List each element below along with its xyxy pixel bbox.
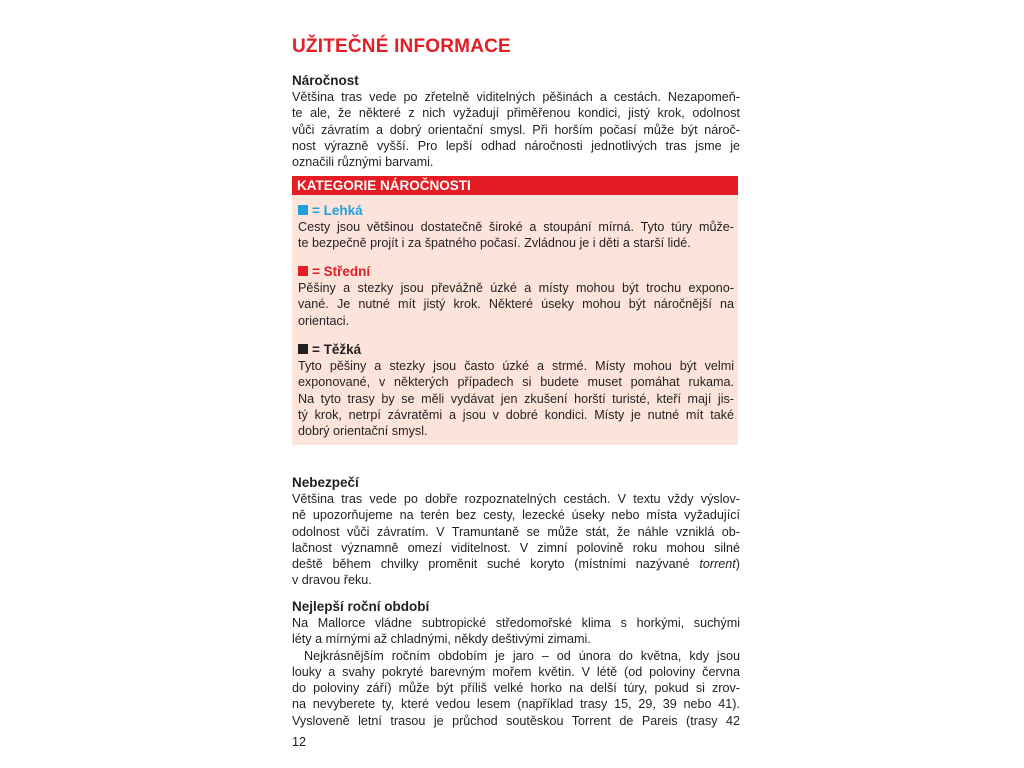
text-line: Na Mallorce vládne subtropické středomořské klima s horkými, suchými <box>292 616 740 630</box>
text-line: orientaci. <box>298 313 350 328</box>
text-line: exponované, v některých případech si budete muset pomáhat rukama. <box>298 375 734 390</box>
category-hard <box>298 341 734 439</box>
text-line: léty a mírnými až chladnými, někdy deštivými zimami. <box>292 632 591 647</box>
red-square-icon <box>298 266 308 276</box>
text-line: nost výrazně vyšší. Pro lepší odhad náročnosti jednotlivých tras jsme je <box>292 138 740 153</box>
text-line: do poloviny září) může být příliš velké horko na delší túry, pokud si zrov- <box>292 681 740 696</box>
text-line: louky a svahy pokryté barevným mořem květin. V létě (od poloviny června <box>292 664 740 679</box>
page-number: 12 <box>292 735 307 749</box>
category-easy <box>298 202 734 252</box>
page-title: UŽITEČNÉ INFORMACE <box>292 36 511 57</box>
text-span: deště během chvilky proměnit suché koryto (místními nazývané <box>292 557 700 572</box>
text-line: lačnost významně omezí viditelnost. V zimní polovině roku mohou silné <box>292 540 740 555</box>
blue-square-icon <box>298 205 308 215</box>
text-line: Většina tras vede po zřetelně viditelných pěšinách a cestách. Nezapomeň- <box>292 90 740 104</box>
text-line: označili různými barvami. <box>292 155 434 170</box>
section-narocnost <box>292 72 740 170</box>
category-label: = Lehká <box>312 203 363 218</box>
text-line: Cesty jsou většinou dostatečně široké a stoupání mírná. Tyto túry může- <box>298 220 734 234</box>
text-line: Nejkrásnějším ročním obdobím je jaro – od února do května, kdy jsou <box>304 648 740 663</box>
section-obdobi <box>292 598 740 729</box>
text-line: tý krok, netrpí závratěmi a jsou v dobré kondici. Místy je nutné mít také <box>298 407 734 422</box>
text-line <box>292 556 740 572</box>
text-line: te bezpečně projít i za špatného počasí. Zvládnou je i děti a starší lidé. <box>298 236 691 251</box>
text-line: Pěšiny a stezky jsou převážně úzké a místy mohou být trochu expono- <box>298 281 734 295</box>
text-line: Vysloveně letní trasou je průchod soutěskou Torrent de Pareis (trasy 42 <box>292 713 740 728</box>
category-label: = Těžká <box>312 342 362 357</box>
section-heading: Nebezpečí <box>292 475 359 490</box>
text-line: vané. Je nutné mít jistý krok. Některé úseky mohou být náročnější na <box>298 297 734 312</box>
text-line: v dravou řeku. <box>292 573 372 588</box>
text-line: odolnost vůči závratím. V Tramuntaně se může stát, že náhle vzniklá ob- <box>292 524 740 539</box>
categories-heading: KATEGORIE NÁROČNOSTI <box>297 178 471 193</box>
text-line: dobrý orientační smysl. <box>298 424 428 439</box>
section-heading: Nejlepší roční období <box>292 599 430 614</box>
text-line: te ale, že některé z nich vyžadují přiměřenou kondici, jistý krok, odolnost <box>292 106 740 121</box>
section-heading: Náročnost <box>292 73 359 88</box>
text-line: ně upozorňujeme na terén bez cesty, lezecké úseky nebo místa vyžadující <box>292 508 740 523</box>
categories-header-bar <box>292 176 738 195</box>
category-medium <box>298 263 734 329</box>
text-line: Na tyto trasy by se měli vydávat jen zkušení horští turisté, kteří mají jis- <box>298 391 734 406</box>
section-nebezpeci <box>292 474 740 589</box>
black-square-icon <box>298 344 308 354</box>
category-label: = Střední <box>312 264 371 279</box>
text-line: Tyto pěšiny a stezky jsou často úzké a strmé. Místy mohou být velmi <box>298 359 734 373</box>
text-line: Většina tras vede po dobře rozpoznatelných cestách. V textu vždy výslov- <box>292 492 740 506</box>
text-line: na nevyberete ty, které vedou lesem (například trasy 15, 29, 39 nebo 41). <box>292 697 740 712</box>
italic-term: torrent <box>699 557 736 572</box>
text-span: ) <box>735 557 740 572</box>
text-line: vůči závratím a dobrý orientační smysl. Při horším počasí může být nároč- <box>292 122 740 137</box>
